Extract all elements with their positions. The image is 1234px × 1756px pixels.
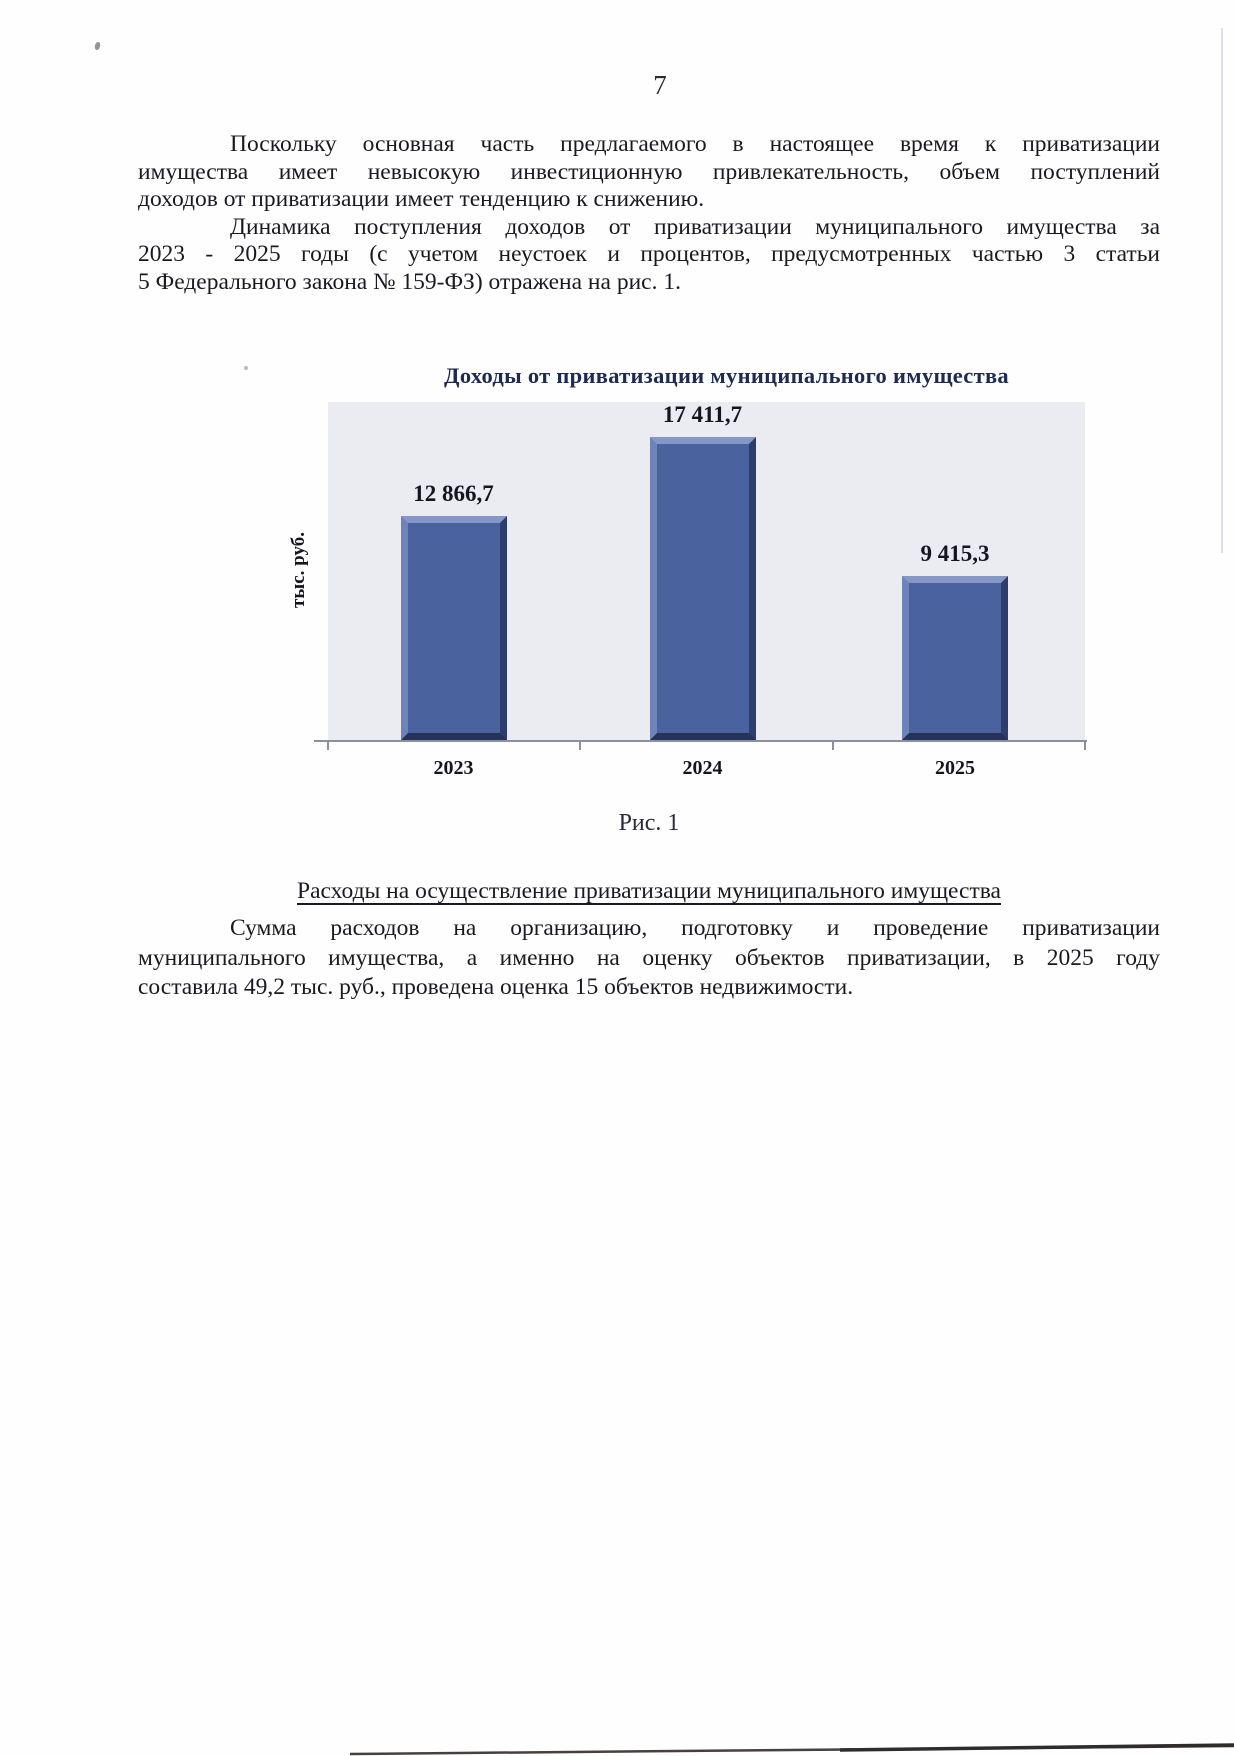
paragraph-line: Поскольку основная часть предлагаемого в настоящее время к приватизации <box>230 131 1160 157</box>
bar-2023 <box>401 516 507 740</box>
scan-bottom-edge <box>0 1740 1234 1756</box>
bar-2024 <box>650 437 756 740</box>
scan-speck <box>94 42 101 51</box>
paragraph-line: Сумма расходов на организацию, подготовку и проведение приватизации <box>230 915 1160 941</box>
paragraph-line: составила 49,2 тыс. руб., проведена оценка 15 объектов недвижимости. <box>138 974 854 1000</box>
paragraph-line: 2023 - 2025 годы (с учетом неустоек и процентов, предусмотренных частью 3 статьи <box>138 241 1160 268</box>
x-axis-label-2024: 2024 <box>682 757 723 779</box>
chart-title: Доходы от приватизации муниципального имущества <box>444 363 1009 388</box>
paragraph-line: 5 Федерального закона № 159-ФЗ) отражена на рис. 1. <box>138 268 681 295</box>
intro-paragraphs <box>138 131 1160 297</box>
paragraph-2 <box>138 214 1160 297</box>
bar-value-label: 9 415,3 <box>920 541 990 566</box>
x-axis-line <box>314 740 1087 742</box>
paragraph-line: имущества имеет невысокую инвестиционную привлекательность, объем поступлений <box>138 158 1160 185</box>
page-number: 7 <box>653 70 667 100</box>
paragraph-line: Динамика поступления доходов от приватизации муниципального имущества за <box>230 213 1160 240</box>
x-axis-label-2025: 2025 <box>935 757 975 779</box>
scan-speck <box>244 366 248 370</box>
x-axis-label-2023: 2023 <box>433 757 474 779</box>
bar-value-label: 17 411,7 <box>662 402 743 427</box>
bar-2025 <box>902 576 1008 740</box>
section-heading: Расходы на осуществление приватизации муниципального имущества <box>297 878 1001 904</box>
x-axis-tick <box>579 741 581 750</box>
y-axis-label: тыс. руб. <box>288 532 309 608</box>
paragraph-line: доходов от приватизации имеет тенденцию к снижению. <box>138 186 705 213</box>
expenses-paragraph <box>138 914 1160 1003</box>
x-axis-tick <box>1084 741 1086 750</box>
chart-plot-area <box>328 402 1085 779</box>
bar-value-label: 12 866,7 <box>413 481 494 506</box>
paragraph-3 <box>138 914 1160 1003</box>
x-axis-tick <box>832 741 834 750</box>
figure-caption: Рис. 1 <box>618 810 680 836</box>
scan-edge-line <box>1221 28 1223 553</box>
paragraph-line: муниципального имущества, а именно на оценку объектов приватизации, в 2025 году <box>138 944 1160 971</box>
paragraph-1 <box>138 131 1160 214</box>
x-axis-tick <box>327 741 329 750</box>
